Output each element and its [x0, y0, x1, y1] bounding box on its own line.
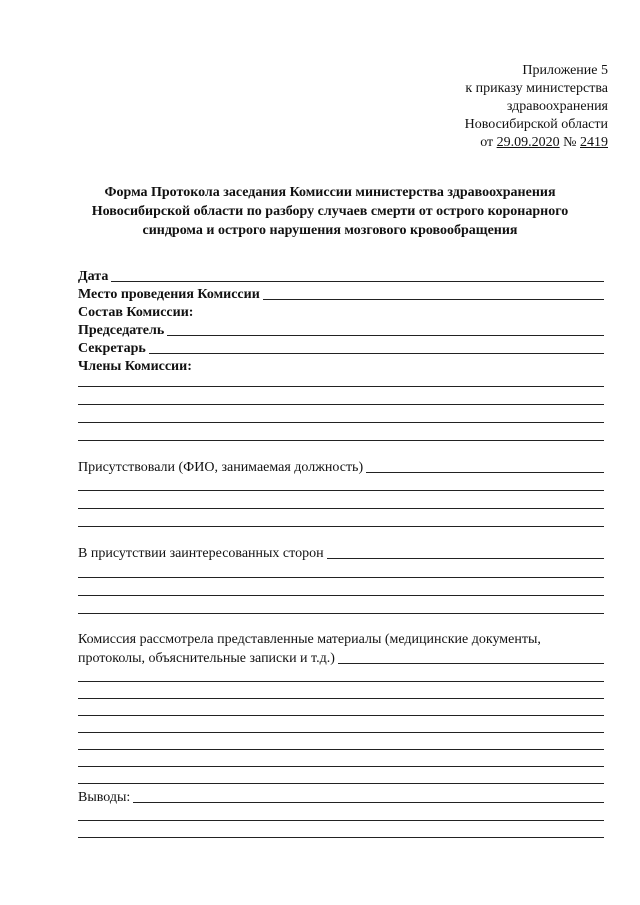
chairman-field[interactable]: [78, 321, 604, 339]
members-blank-line[interactable]: [78, 386, 604, 387]
order-reference: [348, 134, 608, 152]
venue-blank-line[interactable]: [263, 299, 604, 300]
materials-blank-line[interactable]: [338, 663, 604, 664]
secretary-blank-line[interactable]: [149, 353, 604, 354]
date-label: Дата: [78, 269, 109, 284]
order-date: 29.09.2020: [496, 135, 560, 150]
secretary-label: Секретарь: [78, 341, 146, 356]
present-blank-line[interactable]: [78, 508, 604, 509]
venue-field[interactable]: [78, 285, 604, 303]
parties-label: В присутствии заинтересованных сторон: [78, 546, 324, 561]
appendix-line: к приказу министерства: [465, 81, 608, 96]
materials-blank-line[interactable]: [78, 681, 604, 682]
members-blank-line[interactable]: [78, 440, 604, 441]
venue-label: Место проведения Комиссии: [78, 287, 260, 302]
order-number-sign: №: [563, 135, 577, 150]
appendix-line: Новосибирской области: [464, 117, 608, 132]
conclusions-field[interactable]: [78, 788, 604, 806]
parties-blank-line[interactable]: [327, 558, 604, 559]
composition-label: Состав Комиссии:: [78, 305, 194, 320]
date-blank-line[interactable]: [111, 281, 604, 282]
materials-label: протоколы, объяснительные записки и т.д.): [78, 651, 335, 666]
present-blank-line[interactable]: [78, 526, 604, 527]
conclusions-label: Выводы:: [78, 790, 131, 805]
appendix-line: здравоохранения: [506, 99, 608, 114]
present-label: Присутствовали (ФИО, занимаемая должность): [78, 460, 364, 475]
members-blank-line[interactable]: [78, 422, 604, 423]
order-number: 2419: [580, 135, 608, 150]
materials-text: Комиссия рассмотрела представленные материалы (медицинские документы,: [78, 632, 541, 647]
title-line: Новосибирской области по разбору случаев смерти от острого коронарного: [91, 204, 569, 219]
order-prefix: от: [480, 135, 494, 150]
present-field[interactable]: [78, 458, 604, 476]
conclusions-blank-line[interactable]: [78, 820, 604, 821]
materials-blank-line[interactable]: [78, 783, 604, 784]
materials-field[interactable]: [78, 649, 604, 667]
conclusions-blank-line[interactable]: [133, 802, 604, 803]
title-line: Форма Протокола заседания Комиссии министерства здравоохранения: [104, 185, 556, 200]
chairman-blank-line[interactable]: [167, 335, 604, 336]
appendix-block: [348, 62, 608, 152]
date-field[interactable]: [78, 267, 604, 285]
title-line: синдрома и острого нарушения мозгового кровообращения: [142, 223, 518, 238]
parties-blank-line[interactable]: [78, 595, 604, 596]
parties-blank-line[interactable]: [78, 613, 604, 614]
parties-field[interactable]: [78, 544, 604, 562]
parties-blank-line[interactable]: [78, 577, 604, 578]
materials-blank-line[interactable]: [78, 749, 604, 750]
materials-blank-line[interactable]: [78, 698, 604, 699]
members-label: Члены Комиссии:: [78, 359, 192, 374]
appendix-line: Приложение 5: [522, 63, 608, 78]
present-blank-line[interactable]: [366, 472, 604, 473]
members-blank-line[interactable]: [78, 404, 604, 405]
secretary-field[interactable]: [78, 339, 604, 357]
materials-blank-line[interactable]: [78, 766, 604, 767]
composition-heading: [78, 303, 604, 321]
materials-blank-line[interactable]: [78, 715, 604, 716]
conclusions-blank-line[interactable]: [78, 837, 604, 838]
form-title: [60, 183, 600, 240]
materials-blank-line[interactable]: [78, 732, 604, 733]
present-blank-line[interactable]: [78, 490, 604, 491]
members-heading: [78, 357, 604, 375]
chairman-label: Председатель: [78, 323, 165, 338]
